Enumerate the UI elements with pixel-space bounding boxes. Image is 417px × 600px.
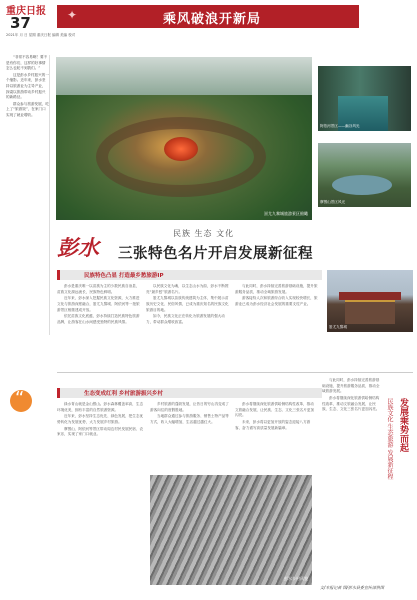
river-photo bbox=[318, 66, 411, 131]
bird-decoration-icon: ✦ bbox=[67, 8, 78, 22]
paragraph: 乡村旅游的蓬勃发展，让昔日的穷山沟变成了游客向往的度假胜地。 bbox=[150, 402, 229, 412]
section-1-col-2 bbox=[146, 284, 230, 327]
section-banner bbox=[57, 5, 359, 28]
photo-lake bbox=[332, 175, 392, 195]
left-column-text bbox=[6, 55, 50, 335]
quote-icon bbox=[10, 390, 32, 412]
mountain-photo bbox=[318, 143, 411, 207]
paragraph: 与此同时，彭水持续完善旅游基础设施，提升旅游服务品质，推动全域旅游发展。 bbox=[322, 378, 380, 394]
paragraph: 以民族文化为魂，以生态山水为韵，彭水不断擦亮“最乡愁”旅游名片。 bbox=[146, 284, 229, 294]
section-1-col-3 bbox=[235, 284, 319, 309]
feature-kicker: 民族 生态 文化 bbox=[173, 229, 235, 238]
feature-headline: 三张特色名片开启发展新征程 bbox=[118, 246, 313, 262]
paragraph: 近年来，彭水深入挖掘民族文化资源，大力推进文化与旅游深度融合，蚩尤九黎城、阿依河等一批旅游景区相继建成开放。 bbox=[57, 296, 140, 312]
banner-title: 乘风破浪开新局 bbox=[163, 12, 262, 27]
village-photo bbox=[150, 475, 312, 585]
mountain-photo-caption: 摩围山景区风光 bbox=[320, 200, 346, 204]
left-paragraph: 群众参与旅游发展，吃上了“旅游饭”，在家门口实现了就业增收。 bbox=[6, 101, 49, 117]
divider bbox=[57, 372, 413, 373]
paragraph: 彭水是重庆唯一以苗族为主的少数民族自治县，苗族文化源远流长，民族特色鲜明。 bbox=[57, 284, 140, 294]
photo-stage bbox=[164, 137, 198, 161]
paragraph: 蚩尤九黎城以苗族传统建筑为主体，集中展示苗族历史文化、民俗风情，已成为重庆知名的民族文化旅游目的地。 bbox=[146, 296, 229, 312]
photo-sky bbox=[56, 57, 312, 95]
section-1-col-1 bbox=[57, 284, 141, 327]
main-aerial-photo bbox=[56, 57, 312, 220]
gate-photo bbox=[327, 270, 413, 332]
left-paragraph: “非常不容易啊！要不是有你们，这样的好事情怎么也轮不到我们。” bbox=[6, 55, 48, 71]
side-vertical-subtitle: 民族文化 生态旅游 发展新征程 bbox=[386, 398, 393, 480]
section-2-bar bbox=[57, 388, 322, 398]
paragraph: 摩围山、阿依河等景区带动周边村民发展民宿、农家乐，实现了家门口就业。 bbox=[57, 426, 144, 437]
gate-photo-caption: 蚩尤九黎城 bbox=[329, 325, 347, 329]
section-2-title: 生态变成红利 乡村旅游振兴乡村 bbox=[84, 391, 163, 397]
section-2-col-3 bbox=[235, 402, 315, 432]
feature-logo: 彭水 bbox=[57, 235, 99, 260]
newspaper-logo: 重庆日报 bbox=[6, 6, 46, 17]
footer-credit: 文/本报记者 图/彭水县委宣传部供图 bbox=[320, 585, 384, 590]
paragraph: 当地群众通过参与旅游服务、销售土特产品等方式，收入大幅增加，生活越过越红火。 bbox=[150, 414, 229, 424]
section-1-bar bbox=[57, 270, 322, 280]
section-2-col-1 bbox=[57, 402, 145, 439]
village-photo-caption: 彭水乡村风貌 bbox=[284, 576, 308, 581]
section-2-col-2 bbox=[150, 402, 230, 427]
paragraph: 未来，彭水将以更加开放的姿态迎接八方游客，奋力谱写高质量发展新篇章。 bbox=[235, 419, 311, 430]
right-column-text bbox=[322, 378, 380, 414]
paragraph: 游客接待人次和旅游综合收入实现较快增长，旅游业已成为彭水经济社会发展的重要支柱产业。 bbox=[235, 296, 318, 306]
masthead bbox=[0, 0, 417, 44]
section-1-title: 民族特色凸显 打造最乡愁旅游IP bbox=[84, 273, 164, 279]
main-photo-caption: 蚩尤九黎城旅游景区俯瞰 bbox=[264, 211, 308, 216]
paragraph: 如今，民族文化正在转化为旅游发展的强大动力，带动群众增收致富。 bbox=[146, 314, 225, 324]
gate-body bbox=[345, 300, 395, 324]
paragraph: 彭水将继续深化旅游供给侧结构性改革，推动文旅融合发展，让民族、生态、文化三张名片更加闪亮。 bbox=[322, 395, 380, 412]
paragraph: 彭水将继续深化旅游供给侧结构性改革，推动文旅融合发展，让民族、生态、文化三张名片更加闪亮。 bbox=[235, 402, 315, 418]
paragraph: 依托苗族文化底蕴，彭水持续打造民族特色旅游品牌，让游客在山水间感受独特的民族风情。 bbox=[57, 314, 140, 324]
left-paragraph: 这是彭水乡村振兴的一个缩影。近年来，彭水坚持以旅游业为主导产业，探索以旅游带动乡村振兴的新路径。 bbox=[6, 72, 49, 100]
river-photo-caption: 阿依河景区——幽谷风光 bbox=[320, 124, 360, 128]
dateline: 2021年 月 日 星期 重庆日报 编辑 美编 校对 bbox=[6, 33, 76, 37]
paragraph: 绿水青山就是金山银山。彭水森林覆盖率高，生态环境优美，拥有丰富的自然旅游资源。 bbox=[57, 402, 144, 412]
paragraph: 近年来，彭水坚持生态优先、绿色发展，把生态优势转化为发展优势，大力发展乡村旅游。 bbox=[57, 414, 144, 424]
paragraph: 与此同时，彭水持续完善旅游基础设施，提升旅游服务品质，推动全域旅游发展。 bbox=[235, 284, 318, 294]
side-vertical-title: 发展乘势而起 bbox=[398, 398, 408, 452]
gate-roof bbox=[339, 292, 401, 300]
page-number: 37 bbox=[10, 14, 31, 32]
